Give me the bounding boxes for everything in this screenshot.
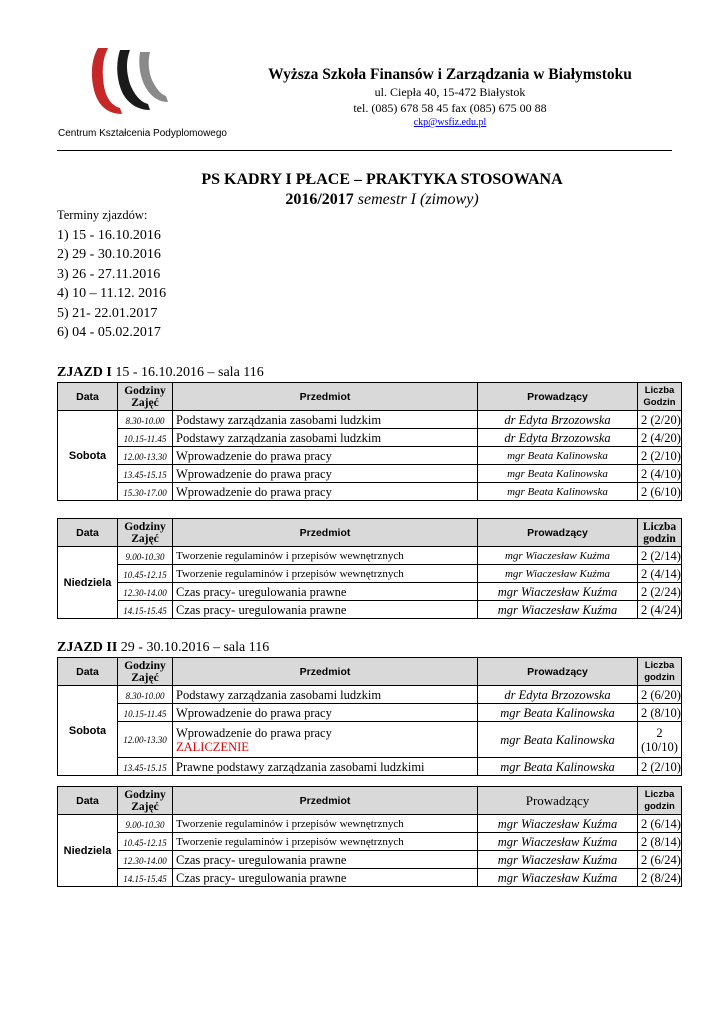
lecturer-cell: dr Edyta Brzozowska bbox=[478, 411, 638, 429]
hours-cell: 2 (6/10) bbox=[638, 483, 682, 501]
hours-cell: 2 (2/10) bbox=[638, 758, 682, 776]
time-cell: 13.45-15.15 bbox=[118, 758, 173, 776]
terms-list bbox=[57, 226, 166, 342]
table-header-row bbox=[58, 658, 682, 686]
subject-cell: Tworzenie regulaminów i przepisów wewnętrznych bbox=[173, 833, 478, 851]
col-lecturer: Prowadzący bbox=[478, 519, 638, 547]
time-cell: 15.30-17.00 bbox=[118, 483, 173, 501]
table-row bbox=[58, 465, 682, 483]
subject-cell: Wprowadzenie do prawa pracy bbox=[173, 465, 478, 483]
lecturer-cell: mgr Beata Kalinowska bbox=[478, 483, 638, 501]
table-row bbox=[58, 583, 682, 601]
hours-cell: 2 (4/24) bbox=[638, 601, 682, 619]
table-header-row bbox=[58, 519, 682, 547]
col-lecturer: Prowadzący bbox=[478, 787, 638, 815]
col-count: Liczba godzin bbox=[638, 658, 682, 686]
day-cell: Niedziela bbox=[58, 547, 118, 619]
table-row bbox=[58, 833, 682, 851]
col-count: Liczba godzin bbox=[638, 519, 682, 547]
lecturer-cell: mgr Wiaczesław Kuźma bbox=[478, 833, 638, 851]
col-hours: Godziny Zajęć bbox=[118, 519, 173, 547]
table-row bbox=[58, 851, 682, 869]
lecturer-cell: mgr Wiaczesław Kuźma bbox=[478, 869, 638, 887]
col-date: Data bbox=[58, 383, 118, 411]
zjazd-2-heading bbox=[57, 640, 269, 656]
term-item: 6) 04 - 05.02.2017 bbox=[57, 324, 161, 340]
col-subject: Przedmiot bbox=[173, 519, 478, 547]
day-cell: Sobota bbox=[58, 411, 118, 501]
institution-address: ul. Ciepła 40, 15-472 Białystok bbox=[374, 85, 526, 99]
subject-cell: Czas pracy- uregulowania prawne bbox=[173, 869, 478, 887]
time-cell: 8.30-10.00 bbox=[118, 411, 173, 429]
lecturer-cell: mgr Beata Kalinowska bbox=[478, 704, 638, 722]
institution-name: Wyższa Szkoła Finansów i Zarządzania w Białymstoku bbox=[268, 66, 632, 83]
header-divider bbox=[57, 150, 672, 151]
col-date: Data bbox=[58, 658, 118, 686]
table-row bbox=[58, 483, 682, 501]
hours-cell: 2 (6/14) bbox=[638, 815, 682, 833]
table-row bbox=[58, 565, 682, 583]
hours-cell: 2 (8/10) bbox=[638, 704, 682, 722]
school-logo bbox=[90, 48, 170, 124]
col-date: Data bbox=[58, 519, 118, 547]
col-date: Data bbox=[58, 787, 118, 815]
lecturer-cell: mgr Beata Kalinowska bbox=[478, 447, 638, 465]
zjazd-label: ZJAZD I bbox=[57, 365, 112, 380]
zjazd-info: 15 - 16.10.2016 – sala 116 bbox=[115, 365, 264, 380]
email-link[interactable]: ckp@wsfiz.edu.pl bbox=[413, 117, 487, 128]
lecturer-cell: mgr Wiaczesław Kuźma bbox=[478, 547, 638, 565]
schedule-table-zjazd1-sun bbox=[57, 518, 682, 619]
time-cell: 9.00-10.30 bbox=[118, 547, 173, 565]
term-item: 1) 15 - 16.10.2016 bbox=[57, 228, 161, 243]
col-lecturer: Prowadzący bbox=[478, 658, 638, 686]
subject-cell: Podstawy zarządzania zasobami ludzkim bbox=[173, 411, 478, 429]
col-subject: Przedmiot bbox=[173, 658, 478, 686]
subject-cell: Wprowadzenie do prawa pracy bbox=[173, 447, 478, 465]
table-row bbox=[58, 722, 682, 758]
time-cell: 12.00-13.30 bbox=[118, 447, 173, 465]
subject-cell: Czas pracy- uregulowania prawne bbox=[173, 583, 478, 601]
term-item: 2) 29 - 30.10.2016 bbox=[57, 247, 161, 263]
subject-cell: Wprowadzenie do prawa pracy bbox=[173, 704, 478, 722]
subject-cell: Prawne podstawy zarządzania zasobami ludzkimi bbox=[173, 758, 478, 776]
logo-caption: Centrum Kształcenia Podyplomowego bbox=[58, 128, 227, 139]
document-subtitle bbox=[57, 191, 707, 209]
time-cell: 14.15-15.45 bbox=[118, 601, 173, 619]
lecturer-cell: mgr Beata Kalinowska bbox=[478, 465, 638, 483]
hours-cell: 2 (2/20) bbox=[638, 411, 682, 429]
hours-cell: 2 (6/20) bbox=[638, 686, 682, 704]
term-item: 3) 26 - 27.11.2016 bbox=[57, 266, 161, 282]
subject-cell: Czas pracy- uregulowania prawne bbox=[173, 851, 478, 869]
hours-cell: 2 (8/14) bbox=[638, 833, 682, 851]
institution-phone: tel. (085) 678 58 45 fax (085) 675 00 88 bbox=[353, 101, 547, 115]
hours-cell: 2 (2/24) bbox=[638, 583, 682, 601]
time-cell: 10.15-11.45 bbox=[118, 704, 173, 722]
day-cell: Sobota bbox=[58, 686, 118, 776]
time-cell: 10.45-12.15 bbox=[118, 833, 173, 851]
hours-cell: 2 (2/14) bbox=[638, 547, 682, 565]
hours-cell: 2 (4/10) bbox=[638, 465, 682, 483]
subject-cell: Tworzenie regulaminów i przepisów wewnętrznych bbox=[173, 815, 478, 833]
time-cell: 12.30-14.00 bbox=[118, 583, 173, 601]
time-cell: 8.30-10.00 bbox=[118, 686, 173, 704]
hours-cell: 2 (10/10) bbox=[638, 722, 682, 758]
hours-cell: 2 (4/20) bbox=[638, 429, 682, 447]
day-cell: Niedziela bbox=[58, 815, 118, 887]
table-row bbox=[58, 758, 682, 776]
time-cell: 9.00-10.30 bbox=[118, 815, 173, 833]
lecturer-cell: mgr Beata Kalinowska bbox=[478, 722, 638, 758]
zjazd-1-heading bbox=[57, 365, 264, 381]
zaliczenie-note: ZALICZENIE bbox=[176, 739, 249, 754]
time-cell: 13.45-15.15 bbox=[118, 465, 173, 483]
lecturer-cell: dr Edyta Brzozowska bbox=[478, 429, 638, 447]
col-count: Liczba Godzin bbox=[638, 383, 682, 411]
lecturer-cell: mgr Wiaczesław Kuźma bbox=[478, 601, 638, 619]
table-row bbox=[58, 411, 682, 429]
subject-cell: Podstawy zarządzania zasobami ludzkim bbox=[173, 686, 478, 704]
subject-cell: Podstawy zarządzania zasobami ludzkim bbox=[173, 429, 478, 447]
col-subject: Przedmiot bbox=[173, 383, 478, 411]
lecturer-cell: mgr Wiaczesław Kuźma bbox=[478, 851, 638, 869]
lecturer-cell: mgr Wiaczesław Kuźma bbox=[478, 565, 638, 583]
hours-cell: 2 (8/24) bbox=[638, 869, 682, 887]
col-hours: Godziny Zajęć bbox=[118, 787, 173, 815]
zjazd-info: 29 - 30.10.2016 – sala 116 bbox=[120, 640, 270, 655]
time-cell: 14.15-15.45 bbox=[118, 869, 173, 887]
table-row bbox=[58, 429, 682, 447]
terms-heading: Terminy zjazdów: bbox=[57, 208, 148, 222]
time-cell: 12.30-14.00 bbox=[118, 851, 173, 869]
subject-cell: Czas pracy- uregulowania prawne bbox=[173, 601, 478, 619]
table-row bbox=[58, 447, 682, 465]
lecturer-cell: dr Edyta Brzozowska bbox=[478, 686, 638, 704]
col-subject: Przedmiot bbox=[173, 787, 478, 815]
table-header-row bbox=[58, 383, 682, 411]
time-cell: 12.00-13.30 bbox=[118, 722, 173, 758]
hours-cell: 2 (4/14) bbox=[638, 565, 682, 583]
subject-cell: Wprowadzenie do prawa pracy ZALICZENIE bbox=[173, 722, 478, 758]
col-lecturer: Prowadzący bbox=[478, 383, 638, 411]
subject-cell: Wprowadzenie do prawa pracy bbox=[173, 483, 478, 501]
table-row bbox=[58, 686, 682, 704]
col-count: Liczba godzin bbox=[638, 787, 682, 815]
col-hours: Godziny Zajęć bbox=[118, 658, 173, 686]
hours-cell: 2 (2/10) bbox=[638, 447, 682, 465]
lecturer-cell: mgr Beata Kalinowska bbox=[478, 758, 638, 776]
col-hours: Godziny Zajęć bbox=[118, 383, 173, 411]
subject-cell: Tworzenie regulaminów i przepisów wewnętrznych bbox=[173, 565, 478, 583]
term-item: 4) 10 – 11.12. 2016 bbox=[57, 286, 167, 302]
schedule-table-zjazd2-sun bbox=[57, 786, 682, 887]
lecturer-cell: mgr Wiaczesław Kuźma bbox=[478, 583, 638, 601]
time-cell: 10.15-11.45 bbox=[118, 429, 173, 447]
term-item: 5) 21- 22.01.2017 bbox=[57, 305, 158, 321]
semester: semestr I (zimowy) bbox=[357, 191, 479, 208]
table-row bbox=[58, 704, 682, 722]
table-row bbox=[58, 869, 682, 887]
table-row bbox=[58, 601, 682, 619]
academic-year: 2016/2017 bbox=[285, 191, 354, 208]
time-cell: 10.45-12.15 bbox=[118, 565, 173, 583]
hours-cell: 2 (6/24) bbox=[638, 851, 682, 869]
subject-cell: Tworzenie regulaminów i przepisów wewnętrznych bbox=[173, 547, 478, 565]
schedule-table-zjazd1-sat bbox=[57, 382, 682, 501]
lecturer-cell: mgr Wiaczesław Kuźma bbox=[478, 815, 638, 833]
table-header-row bbox=[58, 787, 682, 815]
table-row bbox=[58, 547, 682, 565]
schedule-table-zjazd2-sat bbox=[57, 657, 682, 776]
table-row bbox=[58, 815, 682, 833]
zjazd-label: ZJAZD II bbox=[57, 640, 118, 655]
document-title: PS KADRY I PŁACE – PRAKTYKA STOSOWANA bbox=[201, 171, 563, 188]
